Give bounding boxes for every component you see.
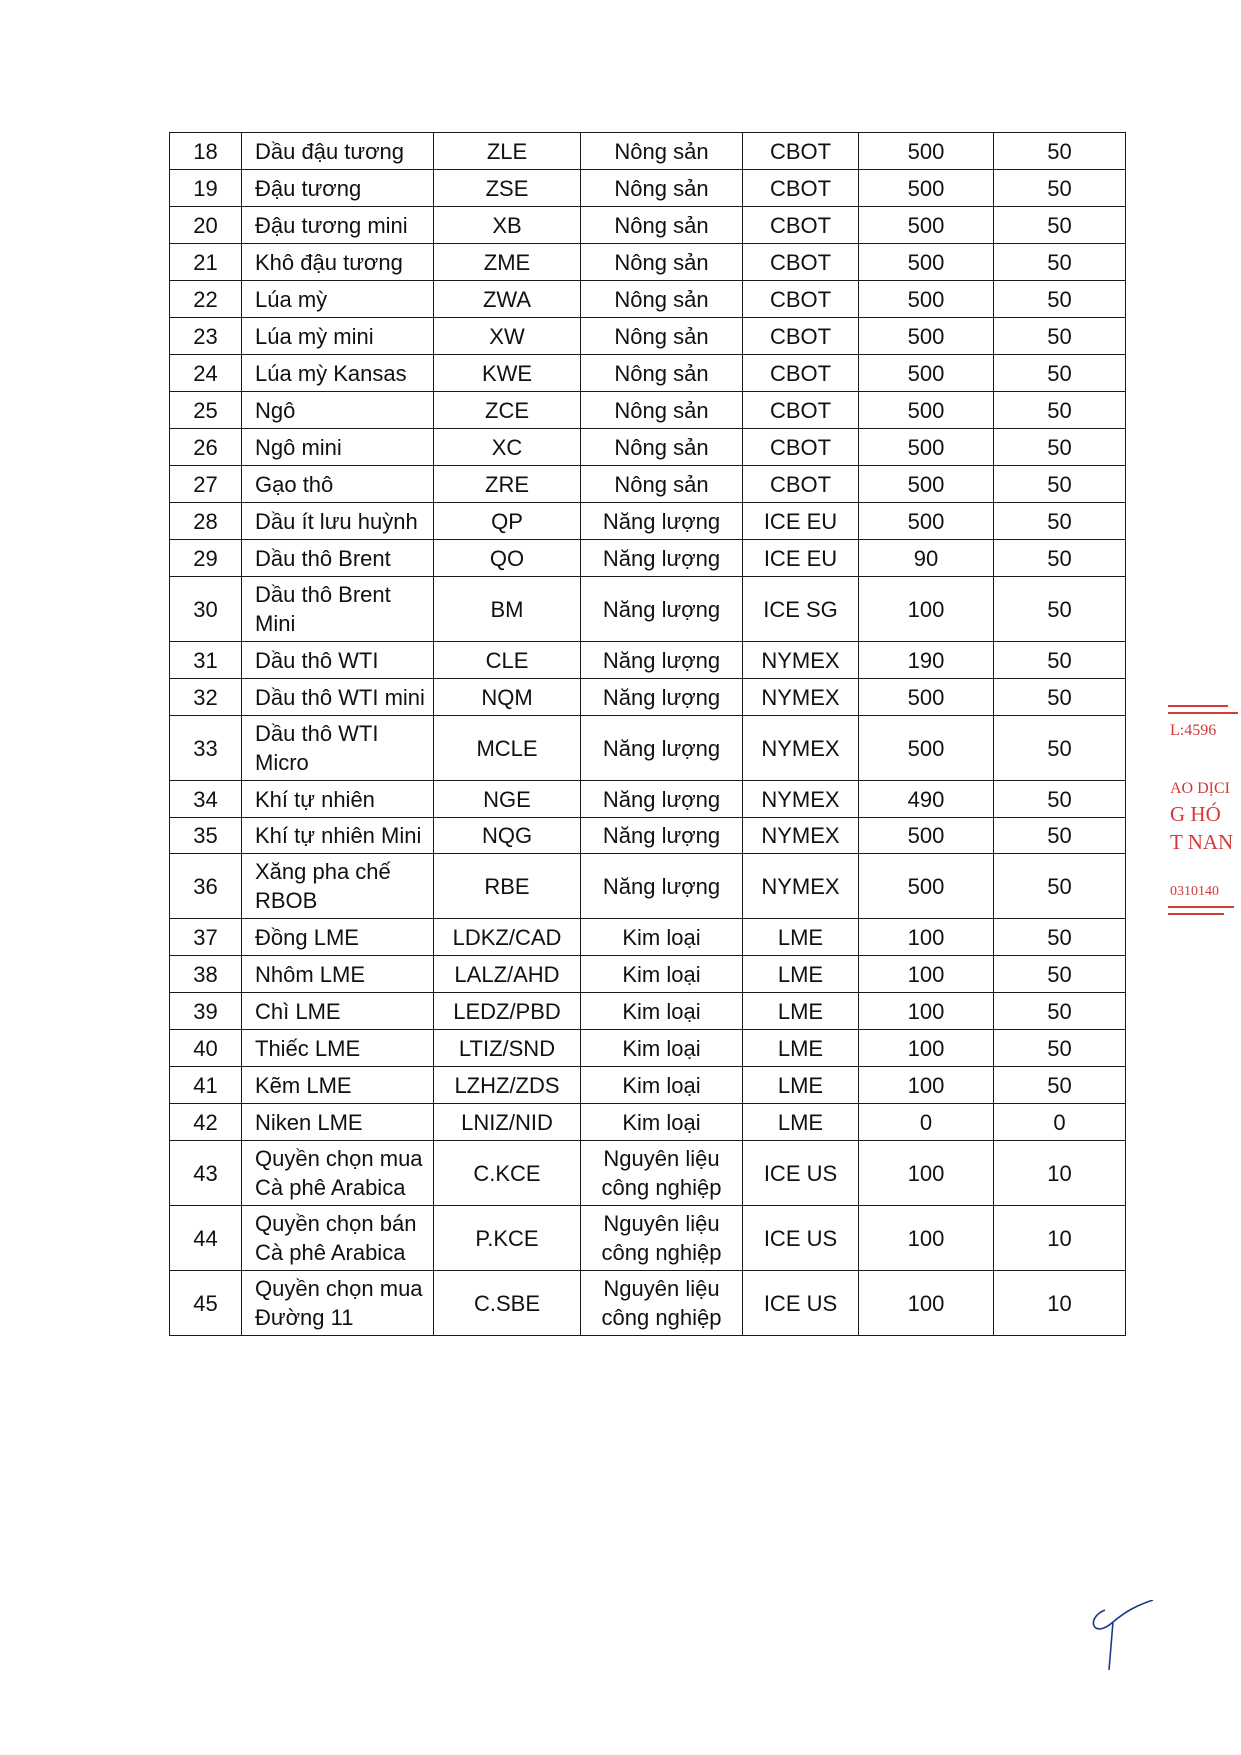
cell-value-1: 100 bbox=[859, 1030, 994, 1067]
cell-code: ZME bbox=[434, 244, 581, 281]
cell-group: Nông sản bbox=[581, 466, 743, 503]
cell-value-2: 50 bbox=[994, 577, 1126, 642]
cell-exchange: ICE US bbox=[743, 1206, 859, 1271]
cell-group: Nông sản bbox=[581, 244, 743, 281]
cell-stt: 24 bbox=[170, 355, 242, 392]
cell-value-2: 50 bbox=[994, 170, 1126, 207]
cell-exchange: CBOT bbox=[743, 133, 859, 170]
table-row bbox=[170, 1067, 1126, 1104]
table-row bbox=[170, 956, 1126, 993]
cell-group: Nguyên liệu công nghiệp bbox=[581, 1271, 743, 1336]
cell-group: Năng lượng bbox=[581, 679, 743, 716]
table-row bbox=[170, 781, 1126, 818]
cell-stt: 36 bbox=[170, 854, 242, 919]
cell-group: Nông sản bbox=[581, 429, 743, 466]
cell-value-1: 500 bbox=[859, 281, 994, 318]
cell-code: BM bbox=[434, 577, 581, 642]
cell-code: NQG bbox=[434, 818, 581, 854]
cell-group: Nguyên liệu công nghiệp bbox=[581, 1141, 743, 1206]
cell-group: Năng lượng bbox=[581, 503, 743, 540]
cell-name: Gạo thô bbox=[242, 466, 434, 503]
cell-stt: 21 bbox=[170, 244, 242, 281]
cell-exchange: NYMEX bbox=[743, 716, 859, 781]
stamp-text: AO DỊCI bbox=[1170, 780, 1230, 797]
cell-name: Kẽm LME bbox=[242, 1067, 434, 1104]
cell-name: Ngô bbox=[242, 392, 434, 429]
cell-group: Nông sản bbox=[581, 318, 743, 355]
stamp-arc bbox=[1168, 712, 1238, 714]
cell-name: Quyền chọn bán Cà phê Arabica bbox=[242, 1206, 434, 1271]
cell-stt: 35 bbox=[170, 818, 242, 854]
cell-name: Dầu thô Brent bbox=[242, 540, 434, 577]
cell-exchange: ICE EU bbox=[743, 503, 859, 540]
cell-value-1: 190 bbox=[859, 642, 994, 679]
cell-group: Năng lượng bbox=[581, 854, 743, 919]
table-row bbox=[170, 392, 1126, 429]
table-row bbox=[170, 355, 1126, 392]
cell-group: Kim loại bbox=[581, 1104, 743, 1141]
cell-stt: 42 bbox=[170, 1104, 242, 1141]
cell-name: Lúa mỳ bbox=[242, 281, 434, 318]
commodity-table bbox=[169, 132, 1126, 1336]
cell-value-2: 50 bbox=[994, 207, 1126, 244]
table-row bbox=[170, 1271, 1126, 1336]
cell-exchange: NYMEX bbox=[743, 781, 859, 818]
cell-stt: 29 bbox=[170, 540, 242, 577]
stamp-text: 0310140 bbox=[1170, 884, 1219, 899]
cell-value-1: 0 bbox=[859, 1104, 994, 1141]
cell-code: CLE bbox=[434, 642, 581, 679]
cell-value-2: 50 bbox=[994, 1030, 1126, 1067]
cell-group: Kim loại bbox=[581, 956, 743, 993]
cell-stt: 40 bbox=[170, 1030, 242, 1067]
cell-value-1: 100 bbox=[859, 993, 994, 1030]
cell-group: Nông sản bbox=[581, 133, 743, 170]
table-row bbox=[170, 1030, 1126, 1067]
table-row bbox=[170, 318, 1126, 355]
cell-name: Niken LME bbox=[242, 1104, 434, 1141]
cell-value-2: 50 bbox=[994, 429, 1126, 466]
cell-stt: 32 bbox=[170, 679, 242, 716]
cell-exchange: NYMEX bbox=[743, 642, 859, 679]
cell-code: LALZ/AHD bbox=[434, 956, 581, 993]
stamp-arc bbox=[1168, 913, 1224, 915]
cell-value-2: 50 bbox=[994, 503, 1126, 540]
cell-value-1: 500 bbox=[859, 170, 994, 207]
cell-value-2: 50 bbox=[994, 854, 1126, 919]
cell-value-2: 50 bbox=[994, 1067, 1126, 1104]
stamp-text: L:4596 bbox=[1170, 722, 1217, 739]
cell-exchange: CBOT bbox=[743, 207, 859, 244]
cell-value-1: 500 bbox=[859, 244, 994, 281]
table-row bbox=[170, 170, 1126, 207]
cell-code: QP bbox=[434, 503, 581, 540]
cell-value-1: 90 bbox=[859, 540, 994, 577]
cell-value-1: 500 bbox=[859, 207, 994, 244]
cell-value-1: 500 bbox=[859, 679, 994, 716]
stamp-arc bbox=[1168, 705, 1228, 707]
table-row bbox=[170, 919, 1126, 956]
cell-name: Lúa mỳ Kansas bbox=[242, 355, 434, 392]
cell-stt: 19 bbox=[170, 170, 242, 207]
cell-name: Xăng pha chế RBOB bbox=[242, 854, 434, 919]
cell-value-1: 500 bbox=[859, 716, 994, 781]
cell-value-1: 500 bbox=[859, 318, 994, 355]
cell-value-2: 50 bbox=[994, 716, 1126, 781]
cell-code: XC bbox=[434, 429, 581, 466]
cell-name: Đậu tương bbox=[242, 170, 434, 207]
table-row bbox=[170, 1104, 1126, 1141]
cell-group: Nguyên liệu công nghiệp bbox=[581, 1206, 743, 1271]
cell-stt: 18 bbox=[170, 133, 242, 170]
cell-stt: 26 bbox=[170, 429, 242, 466]
cell-stt: 33 bbox=[170, 716, 242, 781]
cell-name: Quyền chọn mua Đường 11 bbox=[242, 1271, 434, 1336]
cell-value-2: 10 bbox=[994, 1141, 1126, 1206]
cell-stt: 38 bbox=[170, 956, 242, 993]
cell-value-2: 50 bbox=[994, 993, 1126, 1030]
cell-name: Khí tự nhiên Mini bbox=[242, 818, 434, 854]
cell-code: NQM bbox=[434, 679, 581, 716]
cell-name: Quyền chọn mua Cà phê Arabica bbox=[242, 1141, 434, 1206]
cell-name: Dầu đậu tương bbox=[242, 133, 434, 170]
cell-code: ZWA bbox=[434, 281, 581, 318]
cell-name: Dầu thô WTI mini bbox=[242, 679, 434, 716]
cell-exchange: LME bbox=[743, 1104, 859, 1141]
table-row bbox=[170, 1141, 1126, 1206]
table-row bbox=[170, 854, 1126, 919]
cell-value-2: 50 bbox=[994, 318, 1126, 355]
cell-code: C.KCE bbox=[434, 1141, 581, 1206]
cell-code: ZSE bbox=[434, 170, 581, 207]
cell-value-2: 50 bbox=[994, 642, 1126, 679]
cell-name: Dầu thô Brent Mini bbox=[242, 577, 434, 642]
red-seal-stamp bbox=[1166, 700, 1241, 930]
cell-code: QO bbox=[434, 540, 581, 577]
cell-value-2: 50 bbox=[994, 392, 1126, 429]
cell-name: Dầu thô WTI bbox=[242, 642, 434, 679]
cell-stt: 23 bbox=[170, 318, 242, 355]
cell-value-1: 500 bbox=[859, 429, 994, 466]
cell-group: Kim loại bbox=[581, 1030, 743, 1067]
cell-code: C.SBE bbox=[434, 1271, 581, 1336]
table-row bbox=[170, 716, 1126, 781]
cell-stt: 31 bbox=[170, 642, 242, 679]
cell-stt: 45 bbox=[170, 1271, 242, 1336]
cell-name: Thiếc LME bbox=[242, 1030, 434, 1067]
cell-code: ZLE bbox=[434, 133, 581, 170]
cell-exchange: CBOT bbox=[743, 244, 859, 281]
cell-value-2: 50 bbox=[994, 244, 1126, 281]
cell-value-2: 0 bbox=[994, 1104, 1126, 1141]
table-row bbox=[170, 993, 1126, 1030]
cell-group: Năng lượng bbox=[581, 818, 743, 854]
cell-group: Nông sản bbox=[581, 355, 743, 392]
cell-group: Năng lượng bbox=[581, 540, 743, 577]
table-row bbox=[170, 577, 1126, 642]
cell-exchange: LME bbox=[743, 993, 859, 1030]
table-row bbox=[170, 466, 1126, 503]
table-body bbox=[170, 133, 1126, 1336]
table-row bbox=[170, 1206, 1126, 1271]
cell-name: Khí tự nhiên bbox=[242, 781, 434, 818]
cell-name: Lúa mỳ mini bbox=[242, 318, 434, 355]
cell-code: ZCE bbox=[434, 392, 581, 429]
cell-name: Đậu tương mini bbox=[242, 207, 434, 244]
cell-value-2: 50 bbox=[994, 133, 1126, 170]
table-row bbox=[170, 540, 1126, 577]
cell-exchange: CBOT bbox=[743, 429, 859, 466]
cell-exchange: LME bbox=[743, 1030, 859, 1067]
cell-group: Nông sản bbox=[581, 392, 743, 429]
table-row bbox=[170, 244, 1126, 281]
cell-value-1: 100 bbox=[859, 1271, 994, 1336]
cell-exchange: ICE US bbox=[743, 1141, 859, 1206]
cell-name: Dầu ít lưu huỳnh bbox=[242, 503, 434, 540]
cell-code: LTIZ/SND bbox=[434, 1030, 581, 1067]
cell-group: Nông sản bbox=[581, 170, 743, 207]
cell-value-1: 100 bbox=[859, 919, 994, 956]
cell-group: Kim loại bbox=[581, 1067, 743, 1104]
cell-group: Năng lượng bbox=[581, 781, 743, 818]
cell-exchange: CBOT bbox=[743, 355, 859, 392]
cell-group: Năng lượng bbox=[581, 642, 743, 679]
cell-stt: 25 bbox=[170, 392, 242, 429]
cell-code: ZRE bbox=[434, 466, 581, 503]
cell-code: RBE bbox=[434, 854, 581, 919]
table-row bbox=[170, 133, 1126, 170]
cell-value-2: 50 bbox=[994, 919, 1126, 956]
cell-group: Kim loại bbox=[581, 993, 743, 1030]
cell-exchange: CBOT bbox=[743, 466, 859, 503]
cell-name: Chì LME bbox=[242, 993, 434, 1030]
cell-value-1: 500 bbox=[859, 503, 994, 540]
table-row bbox=[170, 503, 1126, 540]
cell-value-1: 500 bbox=[859, 466, 994, 503]
cell-value-2: 50 bbox=[994, 818, 1126, 854]
cell-value-1: 490 bbox=[859, 781, 994, 818]
cell-value-1: 500 bbox=[859, 392, 994, 429]
cell-name: Khô đậu tương bbox=[242, 244, 434, 281]
cell-exchange: LME bbox=[743, 919, 859, 956]
cell-value-2: 10 bbox=[994, 1271, 1126, 1336]
cell-exchange: CBOT bbox=[743, 281, 859, 318]
cell-value-1: 100 bbox=[859, 956, 994, 993]
cell-exchange: LME bbox=[743, 956, 859, 993]
cell-value-2: 10 bbox=[994, 1206, 1126, 1271]
cell-value-1: 100 bbox=[859, 1141, 994, 1206]
cell-group: Nông sản bbox=[581, 207, 743, 244]
cell-value-1: 500 bbox=[859, 355, 994, 392]
cell-stt: 27 bbox=[170, 466, 242, 503]
cell-name: Dầu thô WTI Micro bbox=[242, 716, 434, 781]
cell-group: Năng lượng bbox=[581, 716, 743, 781]
cell-stt: 20 bbox=[170, 207, 242, 244]
cell-value-1: 100 bbox=[859, 1206, 994, 1271]
cell-value-1: 500 bbox=[859, 854, 994, 919]
cell-code: XB bbox=[434, 207, 581, 244]
cell-exchange: NYMEX bbox=[743, 854, 859, 919]
cell-value-2: 50 bbox=[994, 466, 1126, 503]
cell-stt: 30 bbox=[170, 577, 242, 642]
stamp-text: G HÓ bbox=[1170, 802, 1221, 826]
cell-exchange: CBOT bbox=[743, 170, 859, 207]
cell-code: XW bbox=[434, 318, 581, 355]
cell-value-2: 50 bbox=[994, 956, 1126, 993]
cell-group: Năng lượng bbox=[581, 577, 743, 642]
table-row bbox=[170, 207, 1126, 244]
cell-code: LDKZ/CAD bbox=[434, 919, 581, 956]
cell-exchange: CBOT bbox=[743, 392, 859, 429]
table-row bbox=[170, 429, 1126, 466]
stamp-arc bbox=[1168, 906, 1234, 908]
cell-name: Nhôm LME bbox=[242, 956, 434, 993]
cell-value-1: 100 bbox=[859, 577, 994, 642]
cell-code: LNIZ/NID bbox=[434, 1104, 581, 1141]
cell-value-2: 50 bbox=[994, 540, 1126, 577]
cell-stt: 22 bbox=[170, 281, 242, 318]
table-row bbox=[170, 679, 1126, 716]
table-row bbox=[170, 818, 1126, 854]
cell-stt: 39 bbox=[170, 993, 242, 1030]
cell-code: P.KCE bbox=[434, 1206, 581, 1271]
cell-stt: 41 bbox=[170, 1067, 242, 1104]
cell-exchange: CBOT bbox=[743, 318, 859, 355]
signature-mark bbox=[1065, 1600, 1155, 1670]
cell-exchange: NYMEX bbox=[743, 818, 859, 854]
cell-code: MCLE bbox=[434, 716, 581, 781]
cell-exchange: ICE SG bbox=[743, 577, 859, 642]
cell-name: Đồng LME bbox=[242, 919, 434, 956]
cell-value-2: 50 bbox=[994, 781, 1126, 818]
cell-name: Ngô mini bbox=[242, 429, 434, 466]
stamp-text: T NAN bbox=[1170, 830, 1234, 854]
cell-value-2: 50 bbox=[994, 679, 1126, 716]
cell-value-1: 500 bbox=[859, 818, 994, 854]
cell-code: NGE bbox=[434, 781, 581, 818]
cell-value-1: 100 bbox=[859, 1067, 994, 1104]
cell-value-1: 500 bbox=[859, 133, 994, 170]
cell-stt: 28 bbox=[170, 503, 242, 540]
cell-group: Kim loại bbox=[581, 919, 743, 956]
cell-exchange: ICE EU bbox=[743, 540, 859, 577]
table-row bbox=[170, 642, 1126, 679]
cell-value-2: 50 bbox=[994, 281, 1126, 318]
cell-value-2: 50 bbox=[994, 355, 1126, 392]
cell-code: LEDZ/PBD bbox=[434, 993, 581, 1030]
cell-group: Nông sản bbox=[581, 281, 743, 318]
cell-exchange: ICE US bbox=[743, 1271, 859, 1336]
cell-stt: 34 bbox=[170, 781, 242, 818]
cell-stt: 43 bbox=[170, 1141, 242, 1206]
table-row bbox=[170, 281, 1126, 318]
cell-exchange: LME bbox=[743, 1067, 859, 1104]
cell-stt: 37 bbox=[170, 919, 242, 956]
cell-stt: 44 bbox=[170, 1206, 242, 1271]
cell-code: LZHZ/ZDS bbox=[434, 1067, 581, 1104]
cell-code: KWE bbox=[434, 355, 581, 392]
cell-exchange: NYMEX bbox=[743, 679, 859, 716]
